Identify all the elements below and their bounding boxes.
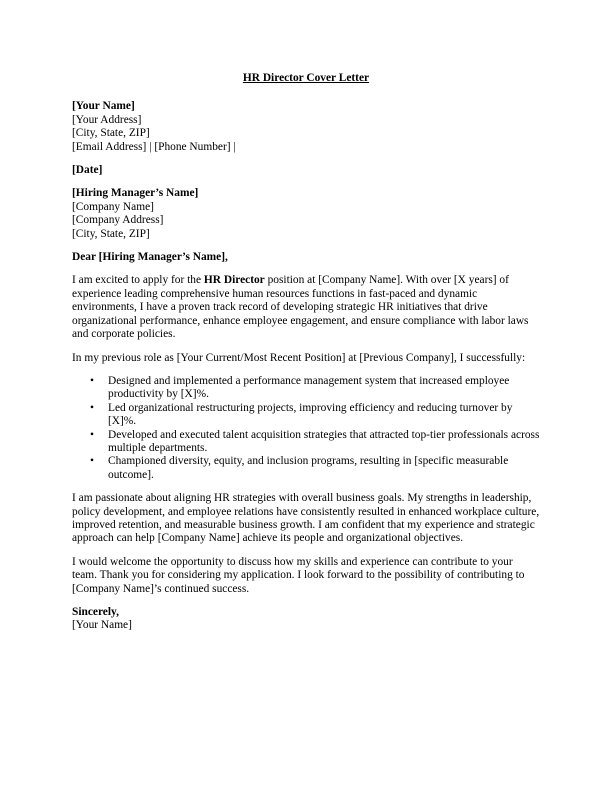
letter-date: [Date] — [72, 164, 103, 177]
previous-role-paragraph: In my previous role as [Your Current/Most Recent Position] at [Previous Company], I successfully: — [72, 351, 526, 364]
bullet-icon: • — [90, 428, 94, 441]
achievement-text: Developed and executed talent acquisition strategies that attracted top-tier professionals across multiple departments. — [108, 428, 540, 454]
sender-name: [Your Name] — [72, 100, 135, 113]
intro-text-after: position at [Company Name]. With over [X years] of experience leading comprehensive human resources functions in fast-paced and dynamic environments, I have a proven track record of developing strategic HR initiatives that drive organizational performance, enhance employee engagement, and ensure compliance with labor laws and corporate policies. — [72, 274, 529, 341]
bullet-icon: • — [90, 374, 94, 387]
document-title: HR Director Cover Letter — [242, 72, 370, 84]
achievement-text: Championed diversity, equity, and inclusion programs, resulting in [specific measurable outcome]. — [108, 455, 509, 481]
sender-block — [72, 100, 540, 154]
list-item — [90, 455, 540, 482]
recipient-company: [Company Name] — [72, 200, 154, 213]
closing-paragraph: I would welcome the opportunity to discuss how my skills and experience can contribute to your team. Thank you for considering my application. I look forward to the possibility of contributing to [Company Name]’s continued success. — [72, 555, 525, 595]
intro-position: HR Director — [203, 274, 265, 287]
list-item — [90, 428, 540, 456]
signoff: Sincerely, — [72, 606, 119, 618]
signature-name: [Your Name] — [72, 619, 132, 632]
signature-block — [72, 606, 540, 633]
bullet-icon: • — [90, 401, 94, 414]
recipient-city-state-zip: [City, State, ZIP] — [72, 227, 150, 240]
intro-text-before: I am excited to apply for the — [72, 274, 204, 287]
passion-paragraph: I am passionate about aligning HR strategies with overall business goals. My strengths in leadership, policy development, and employee relations have consistently resulted in enhanced workplace culture, improved retention, and measurable business growth. I am confident that my experience and strategic approach can help [Company Name] achieve its people and organizational objectives. — [72, 492, 540, 545]
achievement-text: Designed and implemented a performance management system that increased employee productivity by [X]%. — [108, 374, 510, 401]
recipient-block — [72, 187, 540, 241]
list-item — [90, 374, 540, 402]
sender-contact: [Email Address] | [Phone Number] | — [72, 140, 236, 153]
sender-city-state-zip: [City, State, ZIP] — [72, 127, 150, 140]
intro-paragraph — [72, 274, 540, 341]
recipient-name: [Hiring Manager’s Name] — [72, 187, 199, 200]
sender-address: [Your Address] — [72, 113, 142, 126]
salutation: Dear [Hiring Manager’s Name], — [72, 251, 228, 264]
achievement-text: Led organizational restructuring projects, improving efficiency and reducing turnover by [X]%. — [108, 401, 513, 428]
list-item — [90, 401, 540, 429]
bullet-icon: • — [90, 455, 94, 468]
achievements-list — [72, 375, 540, 482]
letter-page — [72, 72, 540, 633]
recipient-address: [Company Address] — [72, 214, 164, 227]
